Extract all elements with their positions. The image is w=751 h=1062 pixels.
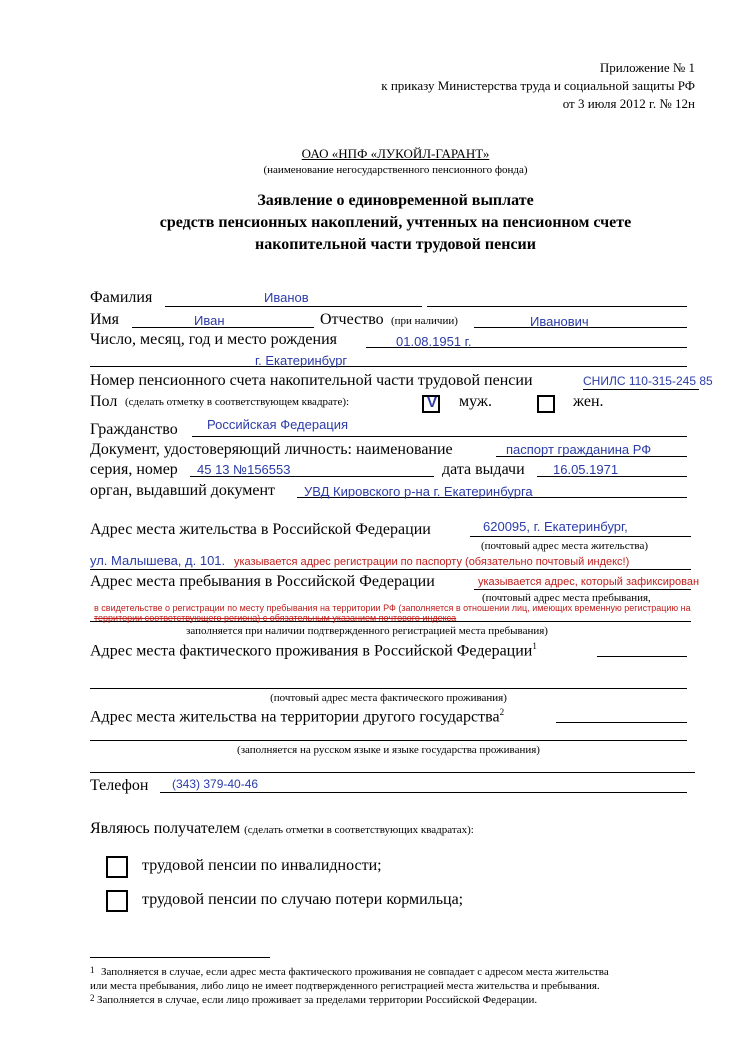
footnote2-text: Заполняется в случае, если лицо проживает за пределами территории Российской Федерации.	[97, 994, 538, 1006]
residence-label: Адрес места жительства в Российской Федерации	[90, 521, 431, 538]
actual-label-text: Адрес места фактического проживания в Российской Федерации	[90, 642, 533, 660]
residence-note: указывается адрес регистрации по паспорту (обязательно почтовый индекс!)	[234, 556, 630, 568]
title-line2: средств пенсионных накоплений, учтенных на пенсионном счете	[159, 214, 632, 231]
stay-caption2: заполняется при наличии подтвержденного регистрацией места пребывания)	[186, 625, 548, 637]
foreign-label	[90, 707, 504, 726]
stay-caption: (почтовый адрес места пребывания,	[482, 592, 651, 604]
footnote1-number: 1	[90, 965, 95, 975]
document-label: Документ, удостоверяющий личность: наименование	[90, 441, 453, 458]
issuer-label: орган, выдавший документ	[90, 482, 276, 499]
foreign-line-2	[90, 740, 687, 741]
birth-date[interactable]: 01.08.1951 г.	[396, 334, 472, 349]
gender-male-label: муж.	[459, 393, 492, 410]
name-label: Имя	[90, 311, 120, 328]
fund-name	[0, 146, 751, 162]
patronymic-value[interactable]: Иванович	[530, 314, 589, 329]
stay-note2: в свидетельстве о регистрации по месту пребывания на территории РФ (заполняется в отношении лиц, имеющих временную регистрацию на	[94, 603, 691, 613]
stay-note3: территории соответствующего региона) с обязательным указанием почтового индекса	[94, 613, 457, 623]
option-breadwinner-label: трудовой пенсии по случаю потери кормильца;	[142, 891, 464, 908]
footnote1-line1: Заполняется в случае, если адрес места фактического проживания не совпадает с адресом места жительства	[101, 966, 609, 978]
footnote1-line2: или места пребывания, либо лицо не имеет подтвержденного регистрацией места жительства и пребывания.	[90, 980, 600, 992]
issue-date-value[interactable]: 16.05.1971	[553, 462, 619, 477]
residence-value1[interactable]: 620095, г. Екатеринбург,	[483, 519, 628, 534]
citizenship-value[interactable]: Российская Федерация	[207, 417, 349, 432]
issuer-value[interactable]: УВД Кировского р-на г. Екатеринбурга	[304, 484, 533, 499]
actual-line	[597, 656, 687, 657]
surname-line-2	[427, 306, 687, 307]
gender-male-mark: V	[427, 394, 438, 411]
surname-label: Фамилия	[90, 289, 153, 306]
gender-hint: (сделать отметку в соответствующем квадрате):	[125, 396, 350, 408]
surname-line	[165, 306, 422, 307]
gender-female-checkbox[interactable]	[537, 395, 555, 413]
gender-label: Пол	[90, 393, 118, 410]
surname-value[interactable]: Иванов	[264, 290, 309, 305]
foreign-footnote-ref: 2	[499, 707, 505, 717]
foreign-label-text: Адрес места жительства на территории другого государства	[90, 708, 500, 726]
fund-name-text: ОАО «НПФ «ЛУКОЙЛ-ГАРАНТ»	[301, 146, 490, 161]
option-disability-label: трудовой пенсии по инвалидности;	[142, 857, 382, 874]
title-line3: накопительной части трудовой пенсии	[255, 236, 536, 253]
date-line: от 3 июля 2012 г. № 12н	[562, 96, 695, 111]
residence-value2[interactable]: ул. Малышева, д. 101.	[90, 553, 226, 568]
foreign-line-3	[90, 772, 695, 773]
citizenship-line	[192, 436, 687, 437]
title-line1: Заявление о единовременной выплате	[257, 192, 534, 209]
order-line: к приказу Министерства труда и социальной защиты РФ	[381, 78, 695, 93]
birth-label: Число, месяц, год и место рождения	[90, 331, 337, 348]
foreign-caption: (заполняется на русском языке и языке государства проживания)	[237, 744, 540, 756]
residence-line	[470, 536, 691, 537]
phone-value[interactable]: (343) 379-40-46	[172, 777, 259, 791]
actual-footnote-ref: 1	[532, 641, 537, 651]
citizenship-label: Гражданство	[90, 421, 178, 438]
residence-line-2	[90, 569, 691, 570]
actual-line-2	[90, 688, 687, 689]
actual-label	[90, 641, 537, 660]
stay-note1: указывается адрес, который зафиксирован	[478, 576, 700, 588]
option-disability-checkbox[interactable]	[106, 856, 128, 878]
actual-caption: (почтовый адрес места фактического проживания)	[270, 692, 507, 704]
account-line	[583, 389, 699, 390]
recipient-hint: (сделать отметки в соответствующих квадратах):	[244, 824, 474, 836]
series-value[interactable]: 45 13 №156553	[197, 462, 291, 477]
phone-line	[160, 792, 687, 793]
patronymic-label: Отчество	[320, 311, 384, 328]
name-value[interactable]: Иван	[194, 313, 225, 328]
account-label: Номер пенсионного счета накопительной части трудовой пенсии	[90, 372, 533, 389]
document-value[interactable]: паспорт гражданина РФ	[506, 442, 652, 457]
recipient-label-text: Являюсь получателем	[90, 820, 241, 837]
gender-female-label: жен.	[573, 393, 604, 410]
footnote-separator	[90, 957, 270, 958]
phone-label: Телефон	[90, 777, 149, 794]
stay-line	[474, 589, 691, 590]
patronymic-hint: (при наличии)	[391, 315, 458, 327]
fund-caption: (наименование негосударственного пенсионного фонда)	[263, 164, 528, 176]
series-label: серия, номер	[90, 461, 178, 478]
issue-date-label: дата выдачи	[442, 461, 525, 478]
footnote2-number: 2	[90, 993, 95, 1003]
option-breadwinner-checkbox[interactable]	[106, 890, 128, 912]
stay-label: Адрес места пребывания в Российской Федерации	[90, 573, 435, 590]
appendix-title: Приложение № 1	[599, 60, 695, 75]
foreign-line	[556, 722, 687, 723]
birth-place[interactable]: г. Екатеринбург	[255, 353, 348, 368]
residence-caption: (почтовый адрес места жительства)	[481, 540, 648, 552]
recipient-label	[90, 820, 474, 838]
account-value[interactable]: СНИЛС 110-315-245 85	[583, 374, 713, 388]
birth-place-line	[90, 366, 687, 367]
